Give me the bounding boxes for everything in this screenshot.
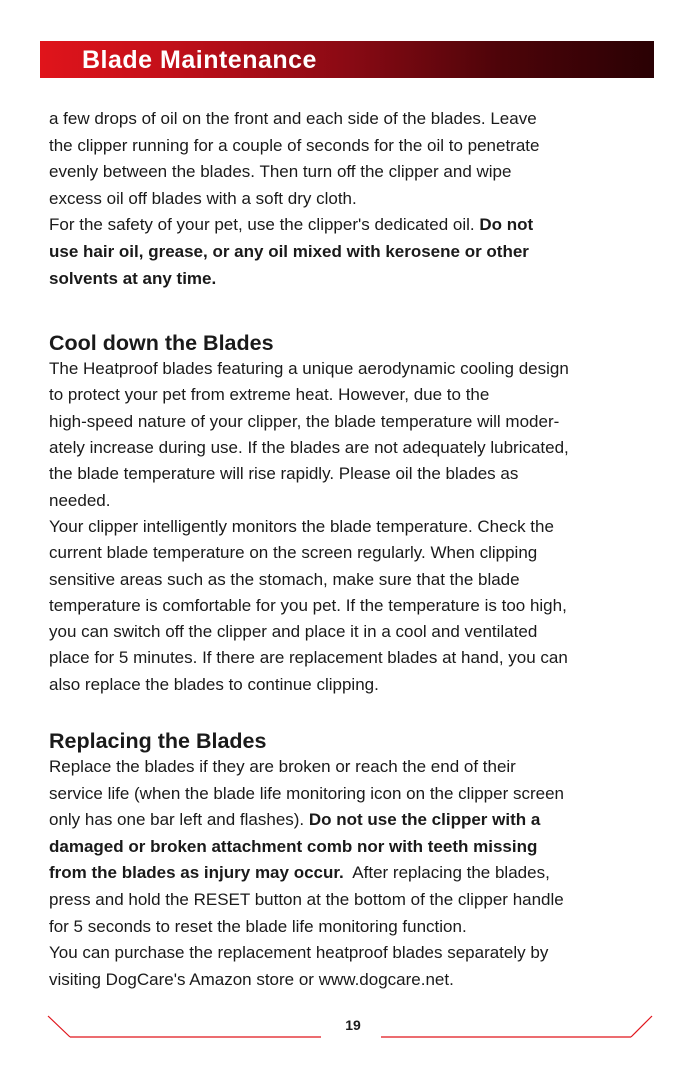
cool-down-line: temperature is comfortable for you pet. If the temperature is too high,	[49, 595, 567, 615]
cool-down-line: needed.	[49, 490, 111, 510]
footer-line-right	[631, 1016, 652, 1037]
cool-down-line: you can switch off the clipper and place it in a cool and ventilated	[49, 622, 538, 642]
replacing-line: visiting DogCare's Amazon store or www.dogcare.net.	[49, 969, 454, 989]
safety-warning: Do not	[479, 215, 534, 235]
replacing-text: only has one bar left and flashes).	[49, 810, 309, 830]
page-number: 19	[345, 1017, 361, 1033]
intro-line: the clipper running for a couple of seconds for the oil to penetrate	[49, 135, 540, 155]
replacing-warning: Do not use the clipper with a	[308, 810, 541, 830]
replacing-line: press and hold the RESET button at the bottom of the clipper handle	[49, 889, 564, 909]
replacing-line: for 5 seconds to reset the blade life monitoring function.	[49, 916, 467, 936]
cool-down-line: The Heatproof blades featuring a unique aerodynamic cooling design	[49, 359, 569, 379]
replacing-line	[49, 860, 665, 887]
replacing-paragraph	[49, 754, 665, 993]
intro-line: evenly between the blades. Then turn off the clipper and wipe	[49, 162, 512, 182]
safety-warning: solvents at any time.	[49, 268, 217, 288]
cool-down-line: place for 5 minutes. If there are replacement blades at hand, you can	[49, 648, 568, 668]
section-banner	[40, 41, 654, 78]
safety-warning-line	[49, 239, 665, 266]
safety-warning: use hair oil, grease, or any oil mixed with kerosene or other	[49, 241, 529, 261]
cool-down-line: also replace the blades to continue clipping.	[49, 674, 379, 694]
replacing-warning-line	[49, 834, 665, 861]
replacing-warning: damaged or broken attachment comb nor with teeth missing	[49, 836, 538, 856]
cool-down-heading: Cool down the Blades	[49, 331, 274, 356]
section-title: Blade Maintenance	[82, 46, 317, 74]
replacing-line: Replace the blades if they are broken or reach the end of their	[49, 757, 516, 777]
cool-down-line: to protect your pet from extreme heat. However, due to the	[49, 385, 490, 405]
cool-down-line: Your clipper intelligently monitors the blade temperature. Check the	[49, 516, 554, 536]
cool-down-line: the blade temperature will rise rapidly. Please oil the blades as	[49, 464, 519, 484]
replacing-heading: Replacing the Blades	[49, 729, 267, 754]
footer-line-left	[48, 1016, 70, 1037]
cool-down-paragraph	[49, 356, 665, 698]
replacing-line: You can purchase the replacement heatproof blades separately by	[49, 943, 549, 963]
replacing-line: service life (when the blade life monitoring icon on the clipper screen	[49, 783, 564, 803]
intro-line: excess oil off blades with a soft dry cloth.	[49, 188, 357, 208]
cool-down-line: current blade temperature on the screen regularly. When clipping	[49, 543, 538, 563]
safety-line	[49, 212, 665, 239]
replacing-text: After replacing the blades,	[343, 863, 550, 883]
safety-text: For the safety of your pet, use the clipper's dedicated oil.	[49, 215, 480, 235]
intro-paragraph	[49, 106, 665, 292]
cool-down-line: sensitive areas such as the stomach, make sure that the blade	[49, 569, 520, 589]
replacing-line	[49, 807, 665, 834]
replacing-warning: from the blades as injury may occur.	[49, 863, 344, 883]
cool-down-line: high-speed nature of your clipper, the blade temperature will moder-	[49, 411, 560, 431]
safety-warning-line	[49, 266, 665, 293]
cool-down-line: ately increase during use. If the blades are not adequately lubricated,	[49, 438, 569, 458]
page-content	[49, 106, 665, 993]
intro-line: a few drops of oil on the front and each side of the blades. Leave	[49, 109, 537, 128]
